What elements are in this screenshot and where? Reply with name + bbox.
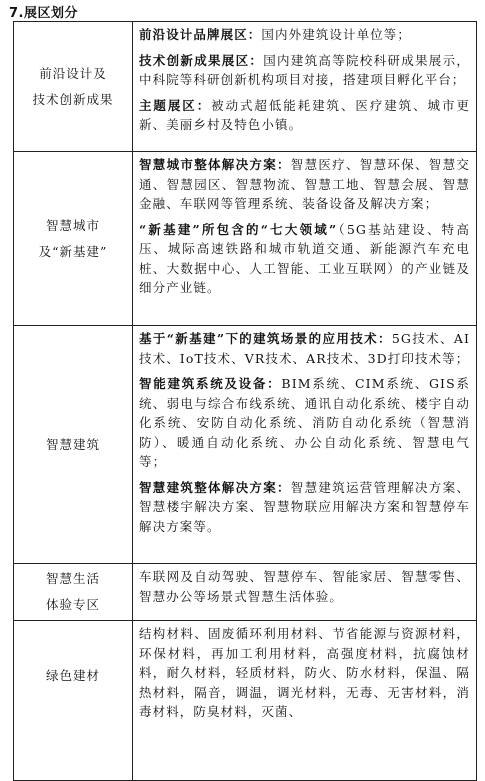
table-row (14, 621, 477, 781)
description-paragraph (139, 51, 470, 90)
description-paragraph (139, 624, 470, 722)
category-label: 绿色建材 (45, 668, 100, 683)
description-paragraph (139, 25, 470, 45)
paragraph-text: 结构材料、固废循环利用材料、节省能源与资源材料，环保材料，再加工利用材料，高强度材料，抗腐蚀材料，耐久材料，轻质材料，防火、防水材料，保温、隔热材料，隔音，调温，调光材料，无毒、无害材料，消毒材料，防臭材料，灭菌、 (139, 626, 470, 719)
category-cell (14, 564, 133, 621)
paragraph-text: 智慧医疗、智慧环保、智慧交通、智慧园区、智慧物流、智慧工地、智慧会展、智慧金融、车联网等管理系统、装备设备及解决方案； (139, 157, 470, 211)
table-row (14, 326, 477, 564)
description-paragraph (139, 329, 470, 368)
exhibition-zone-table (13, 21, 477, 781)
category-label: 智慧建筑 (45, 436, 100, 452)
paragraph-text: 国内建筑高等院校科研成果展示，中科院等科研创新机构项目对接，搭建项目孵化平台； (139, 52, 470, 87)
description-paragraph (139, 96, 470, 135)
category-label: 技术创新成果 (32, 91, 114, 107)
section-heading: 7.展区划分 (9, 6, 78, 21)
description-paragraph (139, 567, 470, 606)
category-cell (14, 152, 133, 326)
category-label: 体验专区 (45, 597, 100, 612)
paragraph-title: 基于“新基建”下的建筑场景的应用技术： (139, 331, 392, 346)
description-paragraph (139, 374, 470, 472)
description-paragraph (139, 220, 470, 298)
paragraph-text: 国内外建筑设计单位等； (261, 27, 412, 42)
paragraph-text: BIM系统、CIM系统、GIS系统、弱电与综合布线系统、通讯自动化系统、楼宇自动化系统、安防自动化系统、消防自动化系统（智慧消防）、暖通自动化系统、办公自动化系统、智慧电气等； (139, 376, 470, 469)
category-cell (14, 621, 133, 781)
category-label: 前沿设计及 (39, 65, 107, 81)
description-paragraph (139, 155, 470, 214)
table-row (14, 564, 477, 621)
paragraph-title: “新基建”所包含的“七大领域” (139, 221, 338, 237)
paragraph-title: 前沿设计品牌展区： (139, 27, 262, 42)
paragraph-title: 技术创新成果展区： (139, 52, 264, 68)
category-label: 智慧生活 (45, 571, 100, 586)
paragraph-title: 智慧建筑整体解决方案： (139, 479, 291, 495)
paragraph-title: 智慧城市整体解决方案： (139, 157, 291, 172)
paragraph-title: 智能建筑系统及设备： (139, 376, 282, 391)
paragraph-text: 车联网及自动驾驶、智慧停车、智能家居、智慧零售、智慧办公等场景式智慧生活体验。 (139, 569, 470, 604)
paragraph-text: 5G技术、AI技术、IoT技术、VR技术、AR技术、3D打印技术等； (139, 331, 470, 366)
category-label: 智慧城市 (45, 217, 100, 233)
paragraph-title: 主题展区： (139, 97, 212, 113)
table-row (14, 152, 477, 326)
description-cell (133, 326, 477, 564)
table-row (14, 22, 477, 152)
category-cell (14, 326, 133, 564)
description-cell (133, 621, 477, 781)
category-label: 及“新基建” (38, 243, 108, 259)
description-cell (133, 22, 477, 152)
description-paragraph (139, 478, 470, 537)
category-cell (14, 22, 133, 152)
paragraph-text: 被动式超低能耗建筑、医疗建筑、城市更新、美丽乡村及特色小镇。 (139, 97, 470, 132)
paragraph-text: 智慧建筑运营管理解决方案、智慧楼宇解决方案、智慧物联应用解决方案和智慧停车解决方案等。 (139, 479, 470, 534)
description-cell (133, 564, 477, 621)
paragraph-text: （5G基站建设、特高压、城际高速铁路和城市轨道交通、新能源汽车充电桩、大数据中心、人工智能、工业互联网）的产业链及细分产业链。 (139, 221, 470, 295)
description-cell (133, 152, 477, 326)
